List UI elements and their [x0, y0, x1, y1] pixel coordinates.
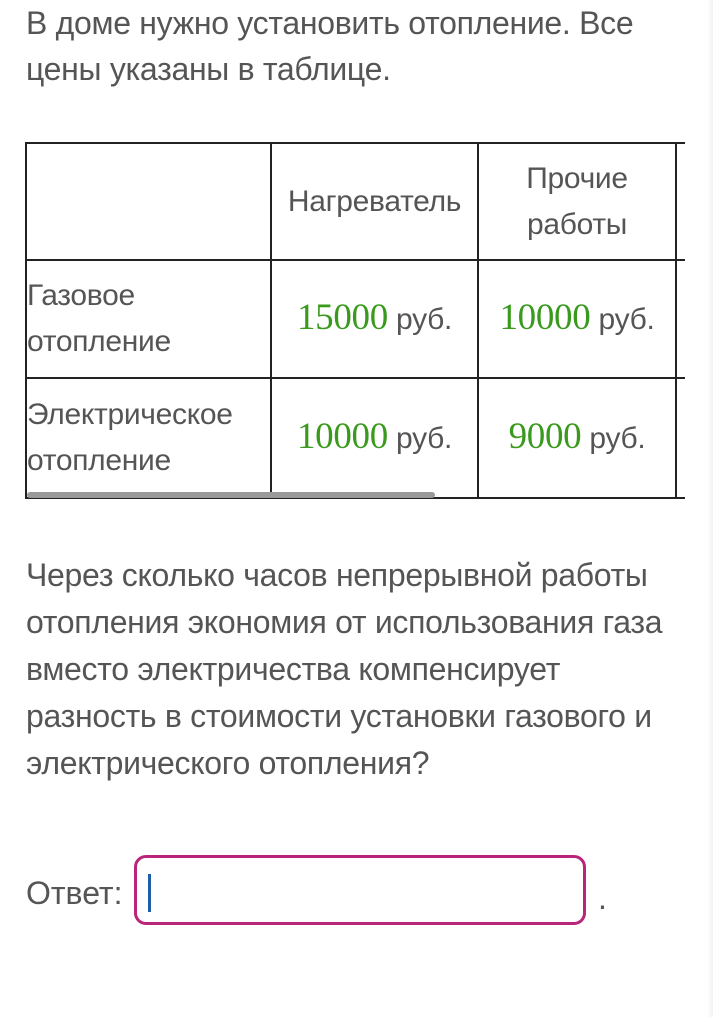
table-horizontal-scrollbar[interactable]	[27, 492, 435, 498]
price-value: 15000	[296, 297, 388, 338]
price-value: 10000	[296, 416, 388, 457]
price-unit: руб.	[396, 303, 453, 336]
price-value: 10000	[499, 297, 591, 338]
row-cell-overflow	[676, 378, 685, 498]
text-caret	[148, 874, 151, 912]
price-table	[25, 142, 685, 499]
header-cell-heater: Нагреватель	[271, 143, 478, 260]
price-cell-gas-heater	[271, 260, 478, 378]
header-cell-overflow	[676, 143, 685, 260]
answer-field[interactable]	[134, 855, 586, 925]
question-text: Через сколько часов непрерывной работы отопления экономия от использования газа вместо электричества компенсирует разность в стоимости установки газового и электрического отопления?	[26, 557, 663, 781]
header-cell-other-works	[478, 143, 676, 260]
answer-trailing-period: .	[598, 880, 607, 916]
row-cell-overflow	[676, 260, 685, 378]
row-label-gas: Газовое отопление	[26, 260, 271, 378]
price-unit: руб.	[589, 422, 646, 455]
price-cell-gas-other	[478, 260, 676, 378]
table-row	[26, 260, 685, 378]
price-table-container[interactable]	[25, 142, 685, 502]
answer-label: Ответ:	[26, 875, 123, 911]
price-value: 9000	[508, 416, 582, 457]
price-cell-electric-heater	[271, 378, 478, 498]
table-row	[26, 378, 685, 498]
price-unit: руб.	[396, 422, 453, 455]
header-cell-empty	[26, 143, 271, 260]
header-other-works-label: Прочие работы	[526, 161, 628, 241]
price-cell-electric-other	[478, 378, 676, 498]
intro-text: В доме нужно установить отопление. Все цены указаны в таблице.	[26, 5, 634, 87]
price-unit: руб.	[598, 303, 655, 336]
page-edge-shadow	[707, 0, 713, 1017]
answer-input[interactable]	[147, 870, 551, 912]
row-label-electric: Электрическое отопление	[26, 378, 271, 498]
table-header-row	[26, 143, 685, 260]
